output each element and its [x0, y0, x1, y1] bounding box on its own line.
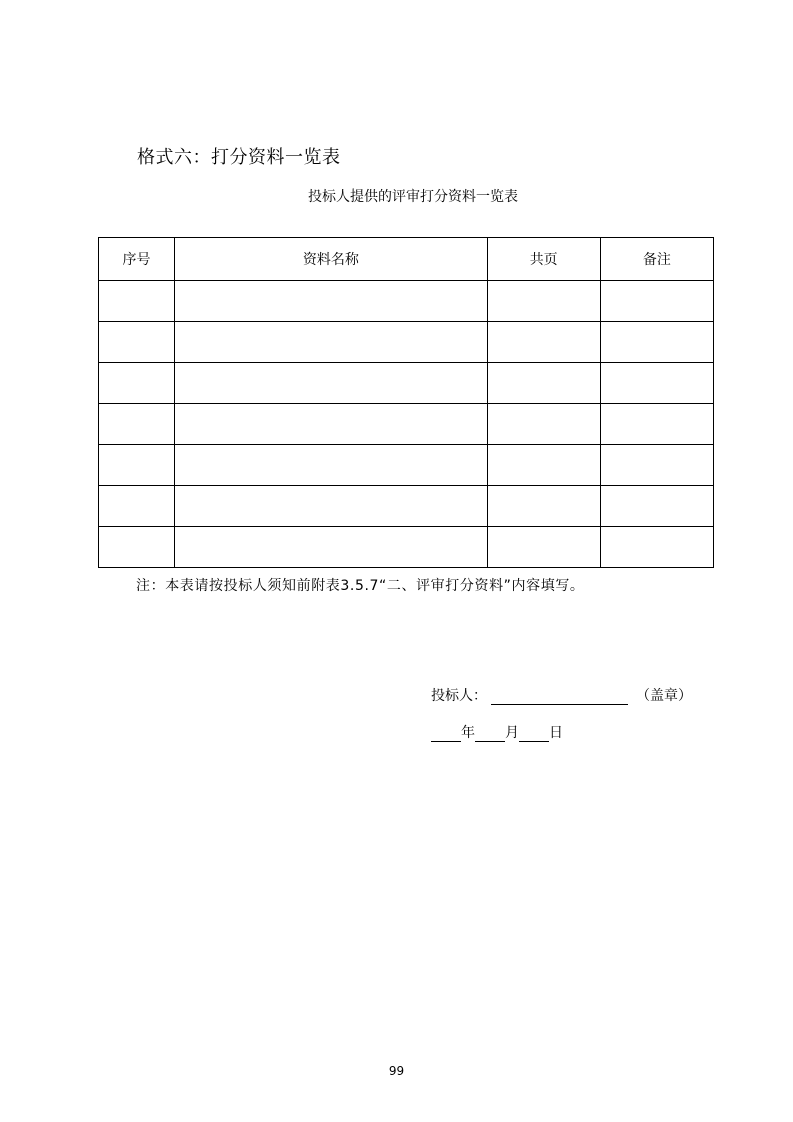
cell-page-count[interactable] — [487, 281, 600, 322]
table-header-row — [99, 238, 714, 281]
bidder-signature-line — [431, 685, 692, 705]
cell-material-name[interactable] — [175, 445, 488, 486]
cell-remarks[interactable] — [600, 527, 713, 568]
header-serial-number: 序号 — [99, 238, 175, 281]
cell-page-count[interactable] — [487, 445, 600, 486]
table-row — [99, 281, 714, 322]
cell-serial-number[interactable] — [99, 322, 175, 363]
cell-remarks[interactable] — [600, 445, 713, 486]
table-title: 投标人提供的评审打分资料一览表 — [308, 189, 518, 205]
header-page-count: 共页 — [487, 238, 600, 281]
day-blank[interactable] — [519, 724, 549, 742]
month-label: 月 — [505, 725, 519, 741]
table-row — [99, 363, 714, 404]
cell-material-name[interactable] — [175, 486, 488, 527]
cell-serial-number[interactable] — [99, 404, 175, 445]
cell-remarks[interactable] — [600, 281, 713, 322]
section-heading: 格式六：打分资料一览表 — [137, 147, 341, 168]
materials-table — [98, 237, 714, 568]
cell-page-count[interactable] — [487, 322, 600, 363]
cell-remarks[interactable] — [600, 404, 713, 445]
month-blank[interactable] — [475, 724, 505, 742]
table-row — [99, 322, 714, 363]
year-label: 年 — [461, 725, 475, 741]
cell-serial-number[interactable] — [99, 363, 175, 404]
cell-remarks[interactable] — [600, 486, 713, 527]
table-note: 注：本表请按投标人须知前附表3.5.7“二、评审打分资料”内容填写。 — [136, 578, 585, 594]
cell-serial-number[interactable] — [99, 281, 175, 322]
bidder-label: 投标人： — [431, 688, 487, 704]
cell-material-name[interactable] — [175, 281, 488, 322]
table-row — [99, 445, 714, 486]
table-row — [99, 527, 714, 568]
cell-page-count[interactable] — [487, 486, 600, 527]
table-row — [99, 486, 714, 527]
cell-page-count[interactable] — [487, 404, 600, 445]
header-remarks: 备注 — [600, 238, 713, 281]
date-line — [431, 722, 563, 742]
cell-page-count[interactable] — [487, 527, 600, 568]
cell-material-name[interactable] — [175, 404, 488, 445]
year-blank[interactable] — [431, 724, 461, 742]
cell-page-count[interactable] — [487, 363, 600, 404]
seal-label: （盖章） — [636, 688, 692, 704]
cell-remarks[interactable] — [600, 363, 713, 404]
cell-serial-number[interactable] — [99, 486, 175, 527]
day-label: 日 — [549, 725, 563, 741]
cell-remarks[interactable] — [600, 322, 713, 363]
cell-material-name[interactable] — [175, 363, 488, 404]
cell-serial-number[interactable] — [99, 445, 175, 486]
cell-serial-number[interactable] — [99, 527, 175, 568]
bidder-name-blank[interactable] — [491, 687, 628, 705]
cell-material-name[interactable] — [175, 527, 488, 568]
page-number: 99 — [388, 1064, 405, 1078]
header-material-name: 资料名称 — [175, 238, 488, 281]
cell-material-name[interactable] — [175, 322, 488, 363]
table-row — [99, 404, 714, 445]
